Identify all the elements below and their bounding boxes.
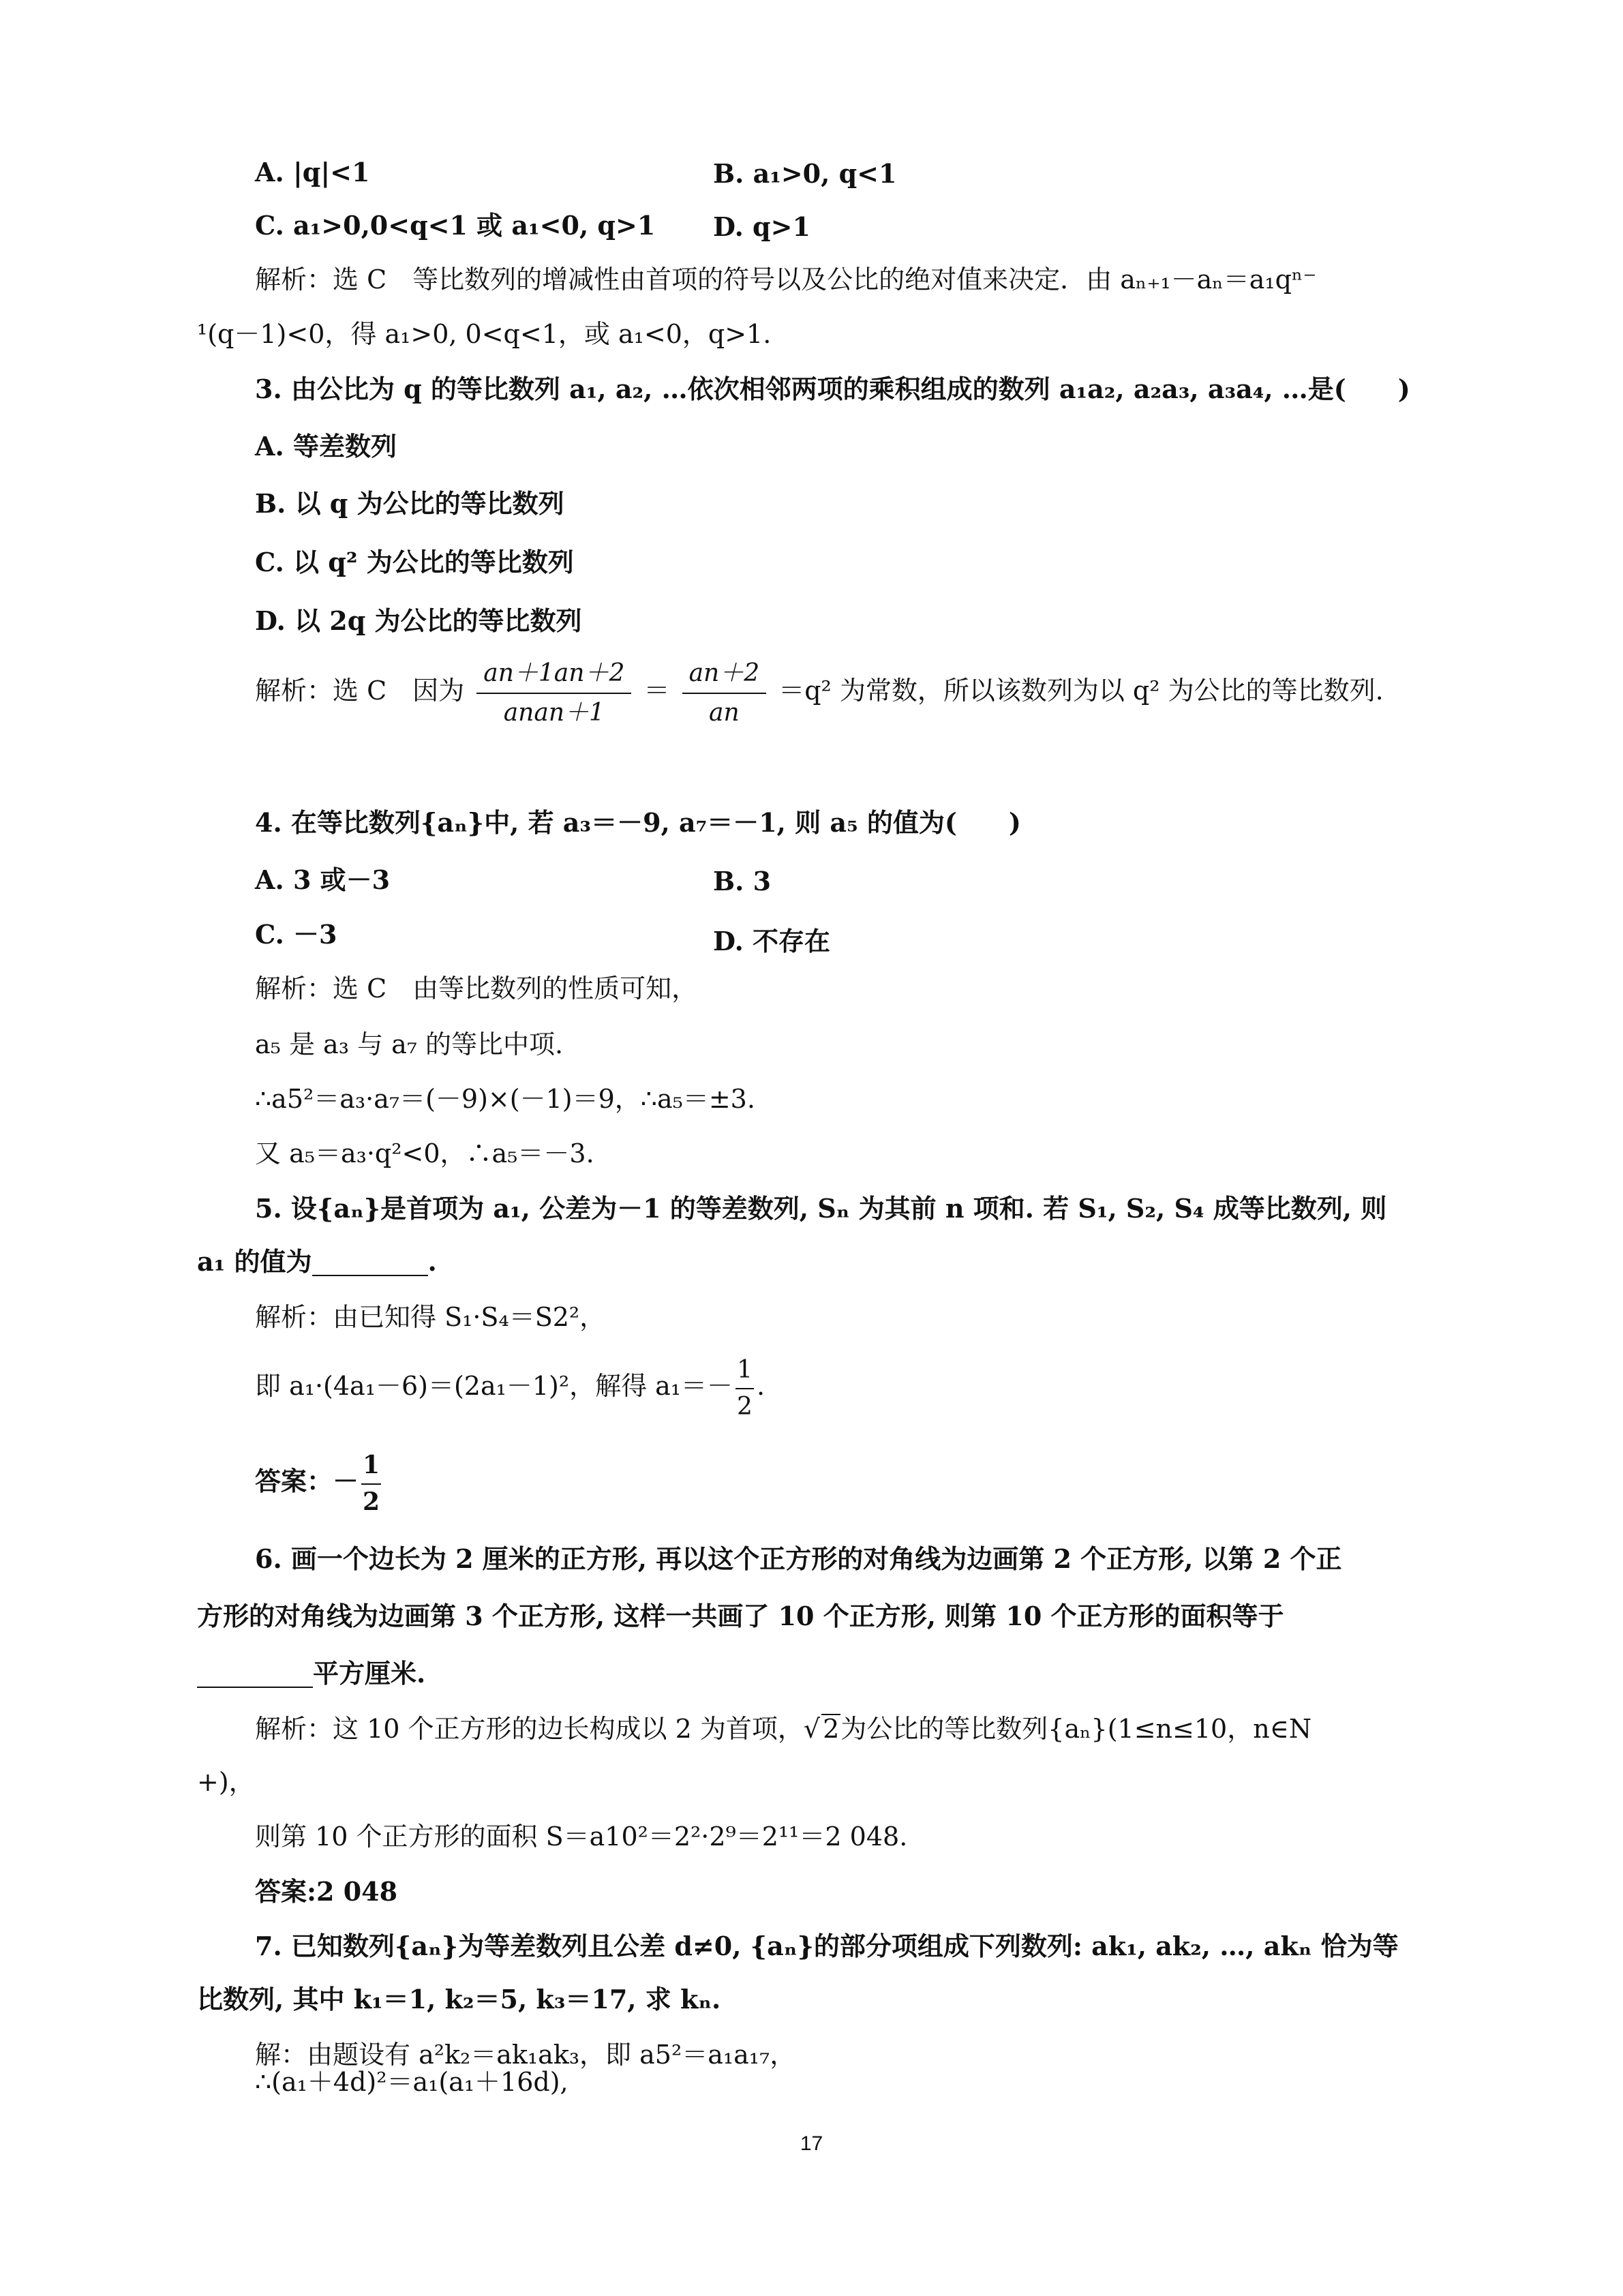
question-6-cont: 方形的对角线为边画第 3 个正方形, 这样一共画了 10 个正方形, 则第 10 个正方形的面积等于 <box>197 1601 1284 1631</box>
option-b: B. 3 <box>713 866 772 896</box>
option-a: A. 等差数列 <box>255 431 397 462</box>
option-c: C. 以 q² 为公比的等比数列 <box>255 547 574 577</box>
analysis-line: 即 a₁·(4a₁－6)＝(2a₁－1)²，解得 a₁＝－ $\frac{1}{2}$ . <box>255 1356 765 1421</box>
option-d: D. 不存在 <box>713 926 831 956</box>
analysis-fraction-line: 解析：选 C 因为 $\frac{an+1an+2}{\text{anan＋1}}$ ＝ $\frac{an+2}{an}$ ＝q² 为常数，所以该数列为以 q² 为公比的等比数列. <box>255 659 1384 727</box>
option-c: C. －3 <box>255 919 337 950</box>
solution-line: ∴(a₁＋4d)²＝a₁(a₁＋16d), <box>255 2067 568 2097</box>
page-number: 17 <box>800 2132 823 2155</box>
analysis-line: +)， <box>197 1767 255 1797</box>
question-5-cont: a₁ 的值为 . <box>197 1246 437 1277</box>
analysis-line: 解析：选 C 由等比数列的性质可知， <box>255 973 698 1003</box>
analysis-line: 解析：这 10 个正方形的边长构成以 2 为首项，√ 2为公比的等比数列{aₙ}(1≤n≤10，n∈N <box>255 1714 1312 1744</box>
fraction: $\frac{1}{2}$ <box>363 1451 380 1516</box>
option-a: A. 3 或－3 <box>255 864 391 895</box>
analysis-line: 则第 10 个正方形的面积 S＝a10²＝2²·2⁹＝2¹¹＝2 048. <box>255 1822 908 1852</box>
solution-line: 解：由题设有 a²k₂＝ak₁ak₃，即 a5²＝a₁a₁₇， <box>255 2040 796 2070</box>
option-d: D. 以 2q 为公比的等比数列 <box>255 605 582 636</box>
fraction: $\frac{1}{2}$ <box>737 1356 753 1421</box>
question-7-cont: 比数列, 其中 k₁＝1, k₂＝5, k₃＝17, 求 kₙ. <box>197 1984 721 2014</box>
question-3: 3. 由公比为 q 的等比数列 a₁, a₂, …依次相邻两项的乘积组成的数列 a₁a₂, a₂a₃, a₃a₄, …是( ) <box>255 374 1410 404</box>
answer-line: 答案:2 048 <box>255 1876 398 1907</box>
answer-blank <box>312 1249 428 1276</box>
question-4: 4. 在等比数列{aₙ}中, 若 a₃＝－9, a₇＝－1, 则 a₅ 的值为( ) <box>255 807 1021 838</box>
option-d: D. q>1 <box>713 211 810 242</box>
analysis-line: a₅ 是 a₃ 与 a₇ 的等比中项. <box>255 1029 564 1059</box>
question-5: 5. 设{aₙ}是首项为 a₁, 公差为－1 的等差数列, Sₙ 为其前 n 项和. 若 S₁, S₂, S₄ 成等比数列, 则 <box>255 1193 1387 1224</box>
answer-blank <box>197 1661 313 1688</box>
question-6: 6. 画一个边长为 2 厘米的正方形, 再以这个正方形的对角线为边画第 2 个正方形, 以第 2 个正 <box>255 1543 1342 1574</box>
question-7: 7. 已知数列{aₙ}为等差数列且公差 d≠0, {aₙ}的部分项组成下列数列: ak₁, ak₂, …, akₙ 恰为等 <box>255 1931 1399 1961</box>
sqrt-sign: √ <box>803 1714 821 1744</box>
analysis-line: 又 a₅＝a₃·q²<0，∴a₅＝－3. <box>255 1138 594 1168</box>
analysis-line: ∴a5²＝a₃·a₇＝(－9)×(－1)＝9，∴a₅＝±3. <box>255 1084 755 1114</box>
fraction: $\frac{an+2}{an}$ <box>682 660 767 726</box>
analysis-line: 解析：选 C 等比数列的增减性由首项的符号以及公比的绝对值来决定．由 aₙ₊₁－aₙ＝a₁qⁿ⁻ <box>255 265 1317 294</box>
answer-line: 答案：－ $\frac{1}{2}$ <box>255 1451 380 1516</box>
fraction: $\frac{an+1an+2}{\text{anan＋1}}$ <box>476 660 631 726</box>
analysis-line: ¹(q－1)<0，得 a₁>0, 0<q<1，或 a₁<0，q>1. <box>197 319 772 349</box>
question-6-cont: 平方厘米. <box>197 1659 425 1688</box>
option-c: C. a₁>0,0<q<1 或 a₁<0, q>1 <box>255 210 656 241</box>
analysis-line: 解析：由已知得 S₁·S₄＝S2²， <box>255 1302 606 1332</box>
option-b: B. a₁>0, q<1 <box>713 158 897 189</box>
option-a: A. |q|<1 <box>255 157 370 187</box>
option-b: B. 以 q 为公比的等比数列 <box>255 488 564 519</box>
